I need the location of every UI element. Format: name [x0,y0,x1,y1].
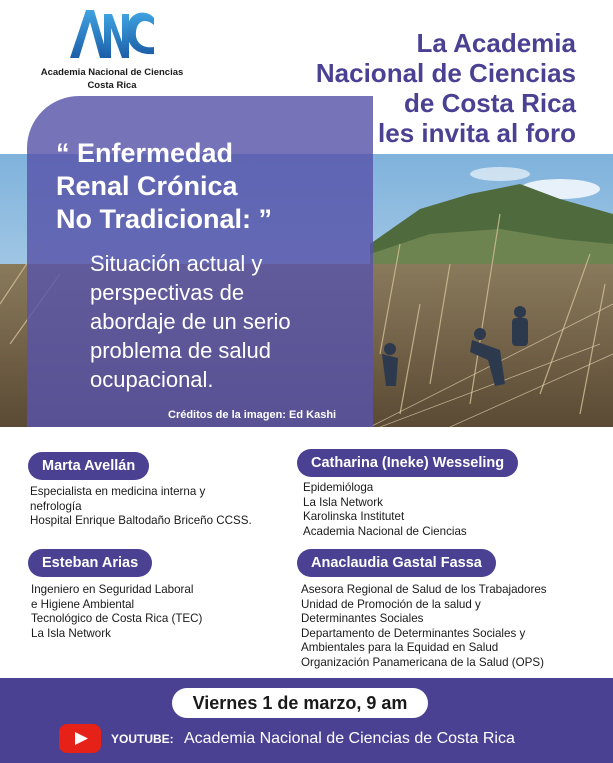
subtitle-line: ocupacional. [90,367,214,392]
speaker-description [30,485,252,529]
speaker-detail-line: Determinantes Sociales [301,612,424,625]
invite-line: Nacional de Ciencias [315,58,576,88]
title-line: Renal Crónica [56,171,238,201]
subtitle-line: abordaje de un serio [90,309,291,334]
youtube-icon[interactable] [59,724,101,753]
forum-title [56,137,366,236]
speaker-detail-line: Karolinska Institutet [303,510,405,523]
speaker-detail-line: Unidad de Promoción de la salud y [301,597,481,611]
speaker-detail-line: La Isla Network [31,626,111,640]
subtitle-line: perspectivas de [90,280,245,305]
forum-subtitle [90,249,370,394]
invite-line: La Academia [416,28,576,58]
subtitle-line: problema de salud [90,338,272,363]
title-line: “ Enfermedad [56,138,234,168]
speaker-name-badge: Esteban Arias [28,549,152,577]
speaker-name-badge: Marta Avellán [28,452,149,480]
speaker-detail-line: e Higiene Ambiental [31,597,135,611]
event-date: Viernes 1 de marzo, 9 am [172,688,428,718]
speaker-detail-line: Hospital Enrique Baltodaño Briceño CCSS. [30,514,252,527]
youtube-channel-link[interactable]: Academia Nacional de Ciencias de Costa Rica [184,730,515,747]
invite-line: les invita al foro [378,118,576,148]
speaker-description [31,583,202,641]
speaker-description [303,481,467,539]
speaker-detail-line: Epidemióloga [303,481,374,494]
title-line: No Tradicional: ” [56,204,273,234]
org-name-line: Academia Nacional de Ciencias [40,67,184,78]
org-country-line: Costa Rica [87,80,137,91]
speaker-detail-line: Departamento de Determinantes Sociales y [301,626,526,640]
speaker-detail-line: La Isla Network [303,495,383,509]
speaker-detail-line: Especialista en medicina interna y [30,485,206,498]
speaker-detail-line: Academia Nacional de Ciencias [303,524,467,538]
youtube-label: YOUTUBE: [111,732,174,746]
speaker-name-badge: Anaclaudia Gastal Fassa [297,549,496,577]
speaker-detail-line: Ingeniero en Seguridad Laboral [31,583,194,596]
speaker-detail-line: Organización Panamericana de la Salud (OPS) [301,655,544,669]
speaker-detail-line: Asesora Regional de Salud de los Trabajadores [301,583,547,596]
speaker-detail-line: nefrología [30,499,82,513]
speaker-detail-line: Ambientales para la Equidad en Salud [301,641,499,654]
image-credits: Créditos de la imagen: Ed Kashi [168,409,337,421]
speaker-detail-line: Tecnológico de Costa Rica (TEC) [31,612,203,625]
invite-line: de Costa Rica [404,88,576,118]
anc-logo [66,4,156,64]
subtitle-line: Situación actual y [90,251,263,276]
speaker-name-badge: Catharina (Ineke) Wesseling [297,449,518,477]
speaker-description [301,583,547,670]
logo-org-name [22,66,202,92]
